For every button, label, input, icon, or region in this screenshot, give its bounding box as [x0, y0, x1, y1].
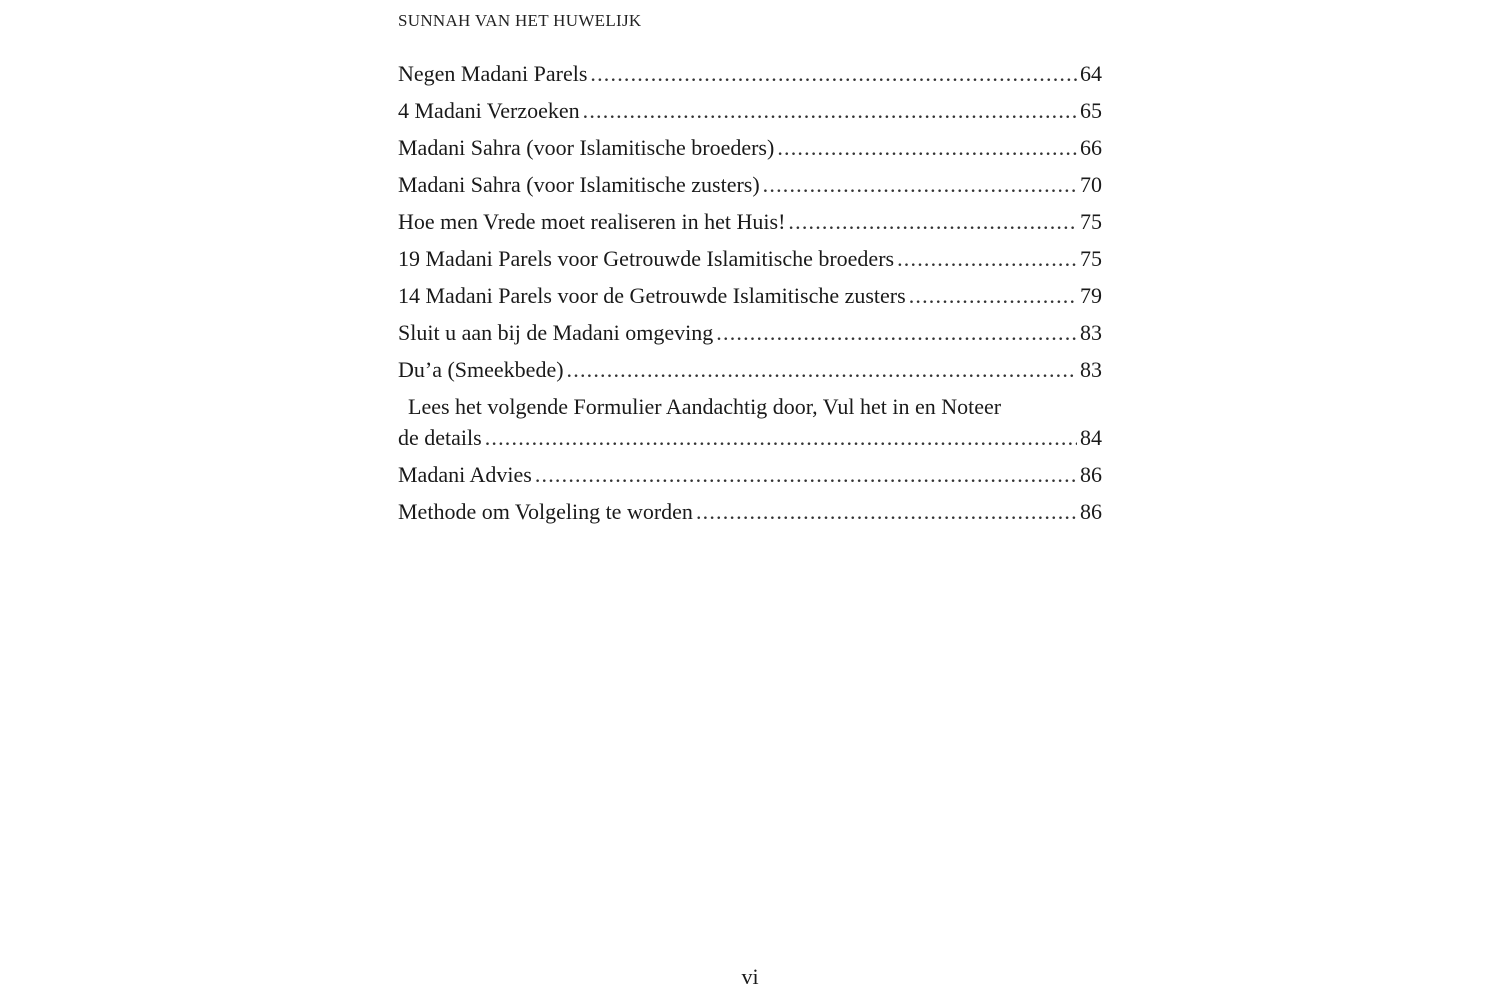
toc-entry-title: Madani Sahra (voor Islamitische zusters) — [398, 172, 760, 197]
running-title: SUNNAH VAN HET HUWELIJK — [398, 11, 642, 30]
toc-entry-page: 65 — [1080, 98, 1102, 123]
table-of-contents — [398, 58, 1102, 533]
toc-leader-dots — [567, 354, 1077, 385]
page-number: vi — [741, 964, 759, 989]
toc-entry-title: Negen Madani Parels — [398, 61, 588, 86]
toc-entry-page: 70 — [1080, 172, 1102, 197]
toc-entry[interactable] — [398, 354, 1102, 391]
toc-leader-dots — [788, 206, 1077, 237]
toc-entry[interactable] — [398, 280, 1102, 317]
toc-entry-title: 19 Madani Parels voor Getrouwde Islamitische broeders — [398, 246, 895, 271]
toc-entry-title: 14 Madani Parels voor de Getrouwde Islamitische zusters — [398, 283, 906, 308]
toc-entry[interactable] — [398, 206, 1102, 243]
toc-entry-page: 64 — [1080, 61, 1102, 86]
toc-entry-title: Madani Sahra (voor Islamitische broeders) — [398, 135, 775, 160]
toc-entry-title: Du’a (Smeekbede) — [398, 357, 564, 382]
toc-leader-dots — [777, 132, 1077, 163]
toc-entry[interactable] — [398, 391, 1102, 453]
toc-leader-dots — [909, 280, 1077, 311]
toc-entry-page: 83 — [1080, 320, 1102, 345]
toc-entry-title: Methode om Volgeling te worden — [398, 499, 693, 524]
toc-entry-title-line1: Lees het volgende Formulier Aandachtig door, Vul het in en Noteer — [408, 394, 1002, 419]
toc-entry[interactable] — [398, 169, 1102, 206]
toc-entry-page: 66 — [1080, 135, 1102, 160]
toc-leader-dots — [583, 95, 1077, 126]
toc-entry-page: 75 — [1080, 209, 1102, 234]
toc-leader-dots — [535, 459, 1077, 490]
toc-entry[interactable] — [398, 496, 1102, 533]
toc-leader-dots — [897, 243, 1077, 274]
toc-entry-title: Hoe men Vrede moet realiseren in het Huis! — [398, 209, 786, 234]
toc-entry-page: 79 — [1080, 283, 1102, 308]
toc-entry[interactable] — [398, 132, 1102, 169]
toc-leader-dots — [763, 169, 1077, 200]
toc-entry-page: 86 — [1080, 499, 1102, 524]
toc-entry[interactable] — [398, 459, 1102, 496]
toc-entry[interactable] — [398, 243, 1102, 280]
toc-leader-dots — [590, 58, 1077, 89]
toc-entry-page: 86 — [1080, 462, 1102, 487]
toc-leader-dots — [696, 496, 1077, 527]
toc-entry-title: Madani Advies — [398, 462, 532, 487]
toc-entry-title: Sluit u aan bij de Madani omgeving — [398, 320, 714, 345]
toc-entry-title: 4 Madani Verzoeken — [398, 98, 580, 123]
toc-leader-dots — [485, 422, 1077, 453]
toc-entry-page: 83 — [1080, 357, 1102, 382]
toc-entry-title-line2: de details — [398, 425, 482, 450]
toc-entry[interactable] — [398, 317, 1102, 354]
toc-leader-dots — [716, 317, 1077, 348]
toc-entry-page: 75 — [1080, 246, 1102, 271]
toc-entry-page: 84 — [1080, 425, 1102, 450]
toc-entry[interactable] — [398, 95, 1102, 132]
toc-entry[interactable] — [398, 58, 1102, 95]
